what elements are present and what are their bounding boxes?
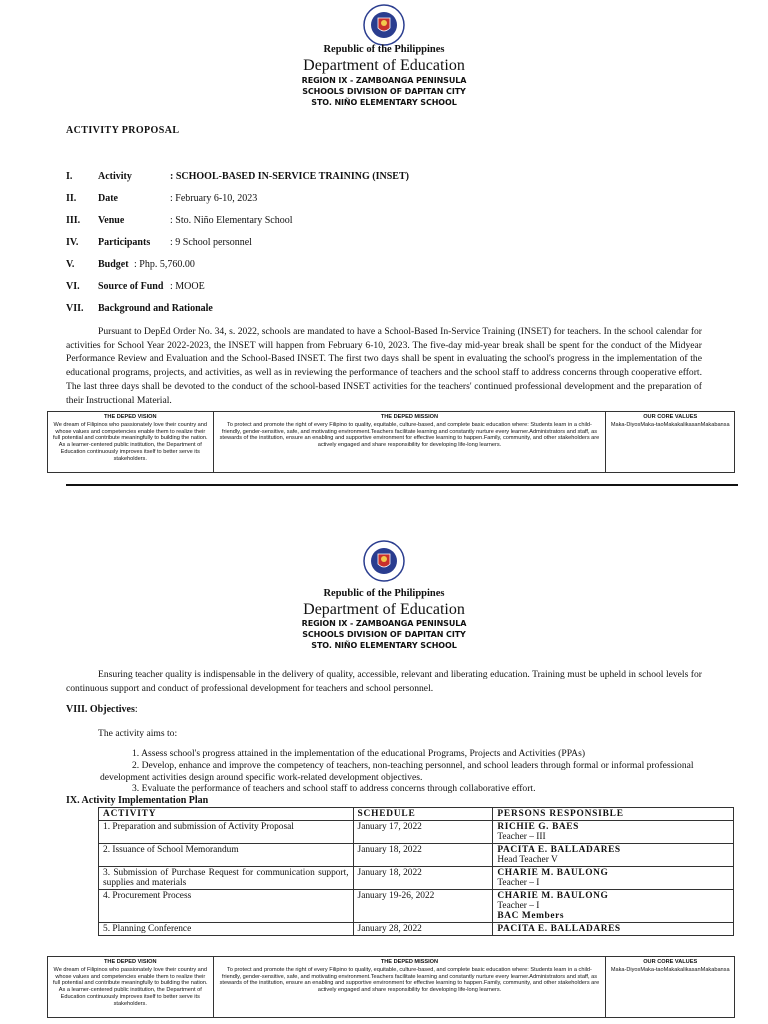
column-header: ACTIVITY [99,808,354,821]
item-label: Date [98,193,118,204]
intro-paragraph: Ensuring teacher quality is indispensable in the delivery of quality, accessible, relevant and liberating education. Training must be upheld in school levels for continuous support and conduct of professional development for teachers and school personnel. [66,669,702,694]
republic-line: Republic of the Philippines [323,44,445,55]
person-role: Head Teacher V [497,855,558,865]
vision-text: We dream of Filipinos who passionately love their country and whose values and competencies enable them to realize their full potential and contribute meaningfully to building the nation. As a learner-centered public institution, the Department of Education continuously improves itself to better serve its stakeholders. [52,421,208,462]
column-header: PERSONS RESPONSIBLE [493,808,734,821]
table-row [99,844,734,867]
item-value: : MOOE [170,281,205,292]
item-label: Participants [98,237,151,248]
schedule-cell: January 17, 2022 [353,821,493,844]
school-line: STO. NIÑO ELEMENTARY SCHOOL [311,98,457,107]
person-cell [493,844,734,867]
item-number: III. [66,215,81,226]
item-label: Background and Rationale [98,303,213,314]
vision-cell [48,957,214,1017]
values-cell [606,412,734,472]
page-1 [0,0,768,490]
department-name: Department of Education [303,57,465,74]
table-header-row [99,808,734,821]
vision-title: THE DEPED VISION [104,959,157,965]
item-value: : Sto. Niño Elementary School [170,215,293,226]
schedule-cell: January 18, 2022 [353,867,493,890]
department-name: Department of Education [303,601,465,618]
region-line: REGION IX - ZAMBOANGA PENINSULA [301,76,467,85]
item-label: Venue [98,215,125,226]
item-number: I. [66,171,73,182]
person-group: BAC Members [497,911,565,921]
person-role: Teacher – III [497,832,546,842]
implementation-plan-table [98,807,734,936]
deped-seal-logo [363,4,405,46]
document-title: ACTIVITY PROPOSAL [66,125,180,136]
objective-item: 1. Assess school's progress attained in the implementation of the educational Programs, Projects and Activities (PPAs) [132,748,586,759]
item-number: IV. [66,237,79,248]
mission-text: To protect and promote the right of every Filipino to quality, equitable, culture-based, and complete basic education where: Students learn in a child-friendly, gender-sensitive, safe, and motivating environment.Teachers facilitate learning and constantly nurture every learner.Administrators and staff, as stewards of the institution, ensure an enabling and supportive environment for effective learning to happen.Family, community, and other stakeholders are actively engaged and share responsibility for developing life-long learners. [219,966,600,994]
person-cell [493,923,734,936]
objective-item: 2. Develop, enhance and improve the competency of teachers, non-teaching personnel, and school leaders through formal or informal professional development activities design around specific work-related development objectives. [100,759,694,783]
region-line: REGION IX - ZAMBOANGA PENINSULA [301,619,467,628]
activity-cell: 4. Procurement Process [99,890,354,923]
objective-item: 3. Evaluate the performance of teachers and school staff to address concerns through collaborative effort. [132,783,536,795]
table-row [99,890,734,923]
footer-values-box [47,956,735,1018]
item-number: VI. [66,281,80,292]
division-line: SCHOOLS DIVISION OF DAPITAN CITY [302,87,466,96]
page-divider [66,484,738,486]
values-text: Maka-DiyosMaka-taoMakakalikasanMakabansa [610,421,730,428]
person-name: CHARIE M. BAULONG [497,868,609,878]
mission-title: THE DEPED MISSION [380,959,439,965]
values-cell [606,957,734,1017]
person-name: PACITA E. BALLADARES [497,845,621,855]
person-role: Teacher – I [497,901,540,911]
vision-title: THE DEPED VISION [104,414,157,420]
item-number: VII. [66,303,84,314]
column-header: SCHEDULE [353,808,493,821]
activity-cell: 3. Submission of Purchase Request for communication support, supplies and materials [99,867,354,890]
values-text: Maka-DiyosMaka-taoMakakalikasanMakabansa [610,966,730,973]
item-value: : February 6-10, 2023 [170,193,258,204]
schedule-cell: January 18, 2022 [353,844,493,867]
person-name: PACITA E. BALLADARES [497,924,621,934]
republic-line: Republic of the Philippines [323,588,445,599]
item-label: Source of Fund [98,281,164,292]
person-name: CHARIE M. BAULONG [497,891,609,901]
item-value: : 9 School personnel [170,237,252,248]
activity-cell: 1. Preparation and submission of Activity Proposal [99,821,354,844]
person-name: RICHIE G. BAES [497,822,579,832]
mission-title: THE DEPED MISSION [380,414,439,420]
person-cell [493,867,734,890]
objectives-lead: The activity aims to: [98,728,178,739]
table-row [99,923,734,936]
schedule-cell: January 28, 2022 [353,923,493,936]
mission-cell [214,957,607,1017]
person-role: Teacher – I [497,878,540,888]
page-2 [0,540,768,1024]
activity-cell: 5. Planning Conference [99,923,354,936]
plan-heading: IX. Activity Implementation Plan [66,795,209,806]
school-line: STO. NIÑO ELEMENTARY SCHOOL [311,641,457,650]
values-title: OUR CORE VALUES [643,959,698,965]
item-value: : Php. 5,760.00 [134,259,195,270]
objectives-title: VIII. Objectives [66,704,135,715]
vision-cell [48,412,214,472]
mission-text: To protect and promote the right of every Filipino to quality, equitable, culture-based, and complete basic education where: Students learn in a child-friendly, gender-sensitive, safe, and motivating environment.Teachers facilitate learning and constantly nurture every learner.Administrators and staff, as stewards of the institution, ensure an enabling and supportive environment for effective learning to happen.Family, community, and other stakeholders are actively engaged and share responsibility for developing life-long learners. [219,421,600,449]
person-cell [493,821,734,844]
item-number: II. [66,193,77,204]
deped-seal-logo [363,540,405,582]
objectives-list [100,748,704,795]
values-title: OUR CORE VALUES [643,414,698,420]
activity-cell: 2. Issuance of School Memorandum [99,844,354,867]
footer-values-box [47,411,735,473]
table-row [99,867,734,890]
division-line: SCHOOLS DIVISION OF DAPITAN CITY [302,630,466,639]
person-cell [493,890,734,923]
schedule-cell: January 19-26, 2022 [353,890,493,923]
vision-text: We dream of Filipinos who passionately love their country and whose values and competencies enable them to realize their full potential and contribute meaningfully to building the nation. As a learner-centered public institution, the Department of Education continuously improves itself to better serve its stakeholders. [52,966,208,1007]
table-row [99,821,734,844]
mission-cell [214,412,607,472]
item-value: : SCHOOL-BASED IN-SERVICE TRAINING (INSET) [170,171,409,182]
item-label: Budget [98,259,129,270]
rationale-paragraph: Pursuant to DepEd Order No. 34, s. 2022, schools are mandated to have a School-Based In-Service Training (INSET) for teachers. In the school calendar for activities for School Year 2022-2023, the INSET will happen from February 6-10, 2023. The five-day mid-year break shall be spent for the conduct of the Midyear Performance Review and Evaluation and the School-Based INSET. The first two days shall be spent in evaluating the school's progress in the implementation of the educational programs, projects, and activities, as well as in reviewing the performance of teachers and the school staff to address concerns through cooperative effort. The last three days shall be devoted to the conduct of the school-based INSET activities for the teachers' continued professional development and the preparation of their Instructional Material. [66,326,702,406]
objectives-heading: VIII. Objectives: [66,704,138,715]
item-number: V. [66,259,75,270]
item-label: Activity [98,171,132,182]
